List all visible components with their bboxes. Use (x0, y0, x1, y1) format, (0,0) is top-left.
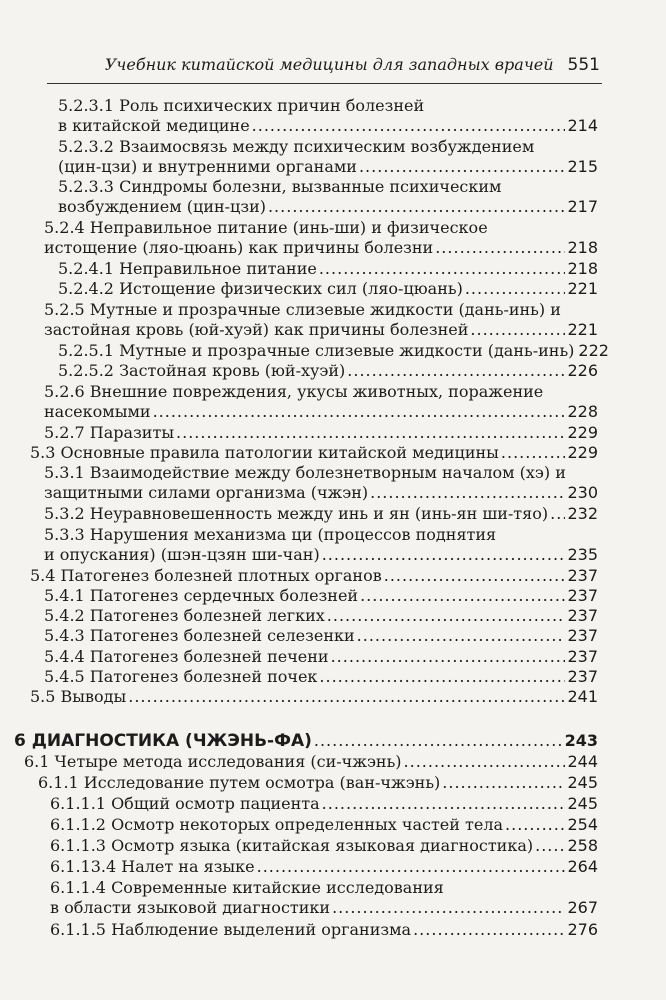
dot-leader (470, 320, 565, 340)
toc-entry-text: 5.3.1 Взаимодействие между болезнетворным началом (хэ) и (44, 463, 566, 482)
dot-leader (404, 752, 566, 772)
dot-leader (128, 687, 565, 707)
toc-entry (50, 878, 598, 918)
toc-page-number: 264 (567, 857, 598, 876)
dot-leader (332, 898, 565, 918)
toc-entry-text: 5.2.4.2 Истощение физических сил (ляо-цюань) (58, 279, 463, 298)
toc-page-number: 276 (567, 920, 598, 939)
toc-entry-text: 5.3 Основные правила патологии китайской медицины (30, 443, 499, 462)
toc-entry-text: 6.1 Четыре метода исследования (си-чжэнь) (24, 752, 402, 771)
toc-entry-text: и опускания) (шэн-цзян ши-чан) (44, 545, 320, 564)
toc-page-number: 229 (567, 443, 598, 462)
toc-entry-text: 6.1.13.4 Налет на языке (50, 857, 255, 876)
dot-leader (252, 116, 566, 136)
toc-entry-text: 6.1.1 Исследование путем осмотра (ван-чжэнь) (38, 773, 441, 792)
dot-leader (176, 423, 565, 443)
toc-page-number: 254 (567, 815, 598, 834)
toc-entry (50, 794, 598, 814)
toc-page-number: 237 (567, 586, 598, 605)
toc-entry (58, 137, 598, 177)
dot-leader (357, 626, 566, 646)
dot-leader (501, 443, 566, 463)
toc-entry (50, 920, 598, 940)
toc-entry-text: возбуждением (цин-цзи) (58, 197, 266, 216)
dot-leader (327, 606, 566, 626)
header-rule (47, 83, 602, 84)
toc-page-number: 230 (567, 483, 598, 502)
dot-leader (413, 920, 565, 940)
toc-entry (44, 667, 598, 687)
toc-page-number: 244 (567, 752, 598, 771)
toc-page-number: 221 (567, 320, 598, 339)
toc-entry (44, 586, 598, 606)
toc-entry (58, 361, 598, 381)
dot-leader (319, 259, 566, 279)
toc-entry-text: 5.4.5 Патогенез болезней почек (44, 667, 318, 686)
toc-entry-text: 5.2.5.1 Мутные и прозрачные слизевые жидкости (дань-инь) (58, 341, 575, 360)
toc-entry (44, 300, 598, 340)
toc-page-number: 241 (567, 687, 598, 706)
toc-page-number: 237 (567, 647, 598, 666)
dot-leader (435, 238, 565, 258)
toc-page-number: 237 (567, 606, 598, 625)
toc-entry (44, 606, 598, 626)
dot-leader (535, 836, 565, 856)
toc-page-number: 228 (567, 402, 598, 421)
toc-entry (44, 525, 598, 565)
toc-entry-text: 5.4 Патогенез болезней плотных органов (30, 566, 382, 585)
dot-leader (331, 647, 566, 667)
toc-entry-text: 5.2.5.2 Застойная кровь (юй-хуэй) (58, 361, 346, 380)
toc-page-number: 217 (567, 197, 598, 216)
toc-page-number: 232 (567, 504, 598, 523)
toc-entry-text: 6.1.1.3 Осмотр языка (китайская языковая диагностика) (50, 836, 534, 855)
toc-page-number: 237 (567, 566, 598, 585)
toc-entry (58, 259, 598, 279)
toc-entry-text: 6.1.1.1 Общий осмотр пациента (50, 794, 320, 813)
toc-entry-text: в китайской медицине (58, 116, 250, 135)
toc-entry-text: 5.4.4 Патогенез болезней печени (44, 647, 329, 666)
dot-leader (370, 483, 565, 503)
toc-page-number: 221 (567, 279, 598, 298)
toc-entry (44, 218, 598, 258)
toc-page-number: 226 (567, 361, 598, 380)
toc-entry (14, 731, 598, 751)
toc-page-number: 214 (567, 116, 598, 135)
toc-entry (30, 566, 598, 586)
toc-entry-text: 5.2.3.3 Синдромы болезни, вызванные психическим (58, 177, 502, 196)
toc-entry-text: 5.2.4.1 Неправильное питание (58, 259, 317, 278)
dot-leader (384, 566, 566, 586)
toc-entry (30, 687, 598, 707)
toc-entry (50, 815, 598, 835)
toc-page-number: 218 (567, 238, 598, 257)
toc-entry (44, 463, 598, 503)
dot-leader (505, 815, 565, 835)
toc-entry-text: (цин-цзи) и внутренними органами (58, 157, 357, 176)
toc-entry (38, 773, 598, 793)
toc-page-number: 215 (567, 157, 598, 176)
dot-leader (360, 586, 565, 606)
dot-leader (319, 667, 565, 687)
toc-entry (44, 504, 598, 524)
toc-entry (58, 177, 598, 217)
toc-page-number: 237 (567, 667, 598, 686)
toc-entry-text: 6.1.1.5 Наблюдение выделений организма (50, 920, 412, 939)
toc-entry-text: 5.2.5 Мутные и прозрачные слизевые жидкости (дань-инь) и (44, 300, 561, 319)
toc-entry-text: застойная кровь (юй-хуэй) как причины болезней (44, 320, 469, 339)
toc-page-number: 218 (567, 259, 598, 278)
toc-entry (58, 279, 598, 299)
toc-entry-text: истощение (ляо-цюань) как причины болезни (44, 238, 434, 257)
toc-entry-text: 6.1.1.4 Современные китайские исследования (50, 878, 444, 897)
toc-entry-text: 5.3.2 Неуравновешенность между инь и ян (инь-ян ши-тяо) (44, 504, 549, 523)
toc-entry-text: 5.4.1 Патогенез сердечных болезней (44, 586, 359, 605)
toc-entry-text: 5.5 Выводы (30, 687, 127, 706)
toc-entry (44, 423, 598, 443)
toc-entry-text: защитными силами организма (чжэн) (44, 483, 369, 502)
dot-leader (314, 731, 563, 751)
dot-leader (442, 773, 565, 793)
toc-entry-text: 5.2.4 Неправильное питание (инь-ши) и физическое (44, 218, 488, 237)
toc-entry (50, 857, 598, 877)
toc-entry-text: в области языковой диагностики (50, 898, 331, 917)
toc-entry (44, 626, 598, 646)
toc-entry-text: 5.2.3.1 Роль психических причин болезней (58, 96, 425, 115)
toc-page-number: 229 (567, 423, 598, 442)
toc-entry (44, 647, 598, 667)
toc-entry-text: 5.2.7 Паразиты (44, 423, 175, 442)
toc-entry (58, 96, 598, 136)
running-header (0, 55, 600, 75)
dot-leader (359, 157, 565, 177)
toc-entry (58, 341, 609, 361)
toc-page-number: 245 (567, 794, 598, 813)
dot-leader (465, 279, 566, 299)
dot-leader (550, 504, 565, 524)
toc-entry-text: насекомыми (44, 402, 151, 421)
toc-entry-text: 6.1.1.2 Осмотр некоторых определенных частей тела (50, 815, 504, 834)
toc-entry (50, 836, 598, 856)
toc-entry-text: 5.4.3 Патогенез болезней селезенки (44, 626, 355, 645)
dot-leader (322, 794, 566, 814)
toc-entry (30, 443, 598, 463)
toc-page-number: 243 (564, 731, 598, 750)
page-number: 551 (567, 55, 600, 75)
toc-entry-text: 5.4.2 Патогенез болезней легких (44, 606, 325, 625)
toc-page-number: 222 (578, 341, 609, 360)
toc-entry-text: 5.3.3 Нарушения механизма ци (процессов поднятия (44, 525, 497, 544)
toc-page-number: 235 (567, 545, 598, 564)
toc-page-number: 245 (567, 773, 598, 792)
dot-leader (322, 545, 566, 565)
toc-page-number: 258 (567, 836, 598, 855)
toc-entry-text: 5.2.3.2 Взаимосвязь между психическим возбуждением (58, 137, 535, 156)
dot-leader (153, 402, 566, 422)
toc-entry-text: 6 ДИАГНОСТИКА (ЧЖЭНЬ-ФА) (14, 731, 312, 751)
book-title: Учебник китайской медицины для западных врачей (104, 55, 554, 74)
toc-entry (44, 382, 598, 422)
dot-leader (257, 857, 566, 877)
toc-entry-text: 5.2.6 Внешние повреждения, укусы животных, поражение (44, 382, 544, 401)
toc-page-number: 237 (567, 626, 598, 645)
dot-leader (268, 197, 565, 217)
dot-leader (347, 361, 565, 381)
toc-entry (24, 752, 598, 772)
toc-page-number: 267 (567, 898, 598, 917)
